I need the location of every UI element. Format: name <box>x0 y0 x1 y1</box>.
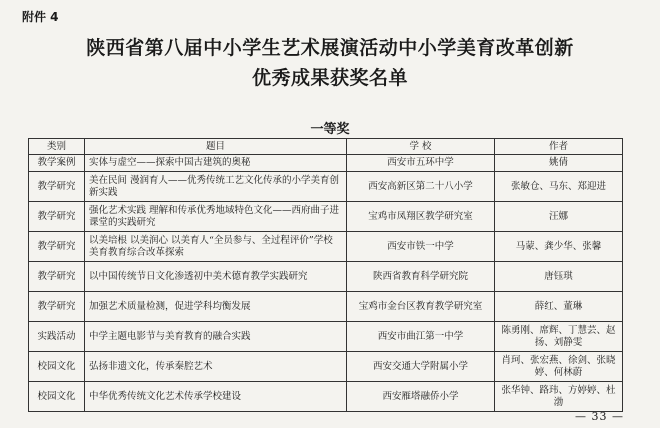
cell-author: 马蒙、龚少华、张馨 <box>495 232 623 262</box>
table-row <box>29 202 623 232</box>
attachment-label: 附件 4 <box>22 10 59 24</box>
cell-title: 美在民间 漫润育人——优秀传统工艺文化传承的小学美育创新实践 <box>85 172 347 202</box>
cell-title: 实体与虚空——探索中国古建筑的奥秘 <box>85 155 347 172</box>
cell-author: 唐钰琪 <box>495 262 623 292</box>
cell-school: 陕西省教育科学研究院 <box>347 262 495 292</box>
table-row <box>29 262 623 292</box>
header-title: 题目 <box>85 139 347 155</box>
cell-school: 西安雁塔融侨小学 <box>347 382 495 412</box>
cell-author: 张华钟、路玮、方婷婷、杜渤 <box>495 382 623 412</box>
cell-category: 教学案例 <box>29 155 85 172</box>
cell-title: 强化艺术实践 理解和传承优秀地域特色文化——西府曲子进课堂的实践研究 <box>85 202 347 232</box>
cell-category: 校园文化 <box>29 382 85 412</box>
header-author: 作者 <box>495 139 623 155</box>
cell-school: 西安市五环中学 <box>347 155 495 172</box>
document-title-line-2: 优秀成果获奖名单 <box>251 67 408 89</box>
table-row <box>29 232 623 262</box>
cell-author: 张敏仓、马东、郑迎进 <box>495 172 623 202</box>
cell-category: 教学研究 <box>29 232 85 262</box>
table-row <box>29 352 623 382</box>
table-row <box>29 292 623 322</box>
page-number: — 33 — <box>575 410 624 423</box>
cell-author: 汪娜 <box>495 202 623 232</box>
cell-school: 宝鸡市金台区教育教学研究室 <box>347 292 495 322</box>
cell-title: 以中国传统节日文化渗透初中美术德育教学实践研究 <box>85 262 347 292</box>
cell-title: 中华优秀传统文化艺术传承学校建设 <box>85 382 347 412</box>
cell-school: 宝鸡市凤翔区教学研究室 <box>347 202 495 232</box>
cell-author: 姚倩 <box>495 155 623 172</box>
award-table <box>28 138 623 412</box>
cell-title: 以美培根 以美润心 以美育人“全员参与、全过程评价”学校美育教育综合改革探索 <box>85 232 347 262</box>
cell-category: 校园文化 <box>29 352 85 382</box>
cell-category: 教学研究 <box>29 292 85 322</box>
cell-category: 教学研究 <box>29 262 85 292</box>
table-row <box>29 322 623 352</box>
cell-author: 薛红、董琳 <box>495 292 623 322</box>
cell-school: 西安高新区第二十八小学 <box>347 172 495 202</box>
cell-school: 西安市铁一中学 <box>347 232 495 262</box>
cell-title: 中学主题电影节与美育教育的融合实践 <box>85 322 347 352</box>
cell-category: 教学研究 <box>29 202 85 232</box>
cell-title: 加强艺术质量检测，促进学科均衡发展 <box>85 292 347 322</box>
table-header-row <box>29 139 623 155</box>
cell-author: 肖珂、张宏燕、徐剑、张晓婷、何林蔚 <box>495 352 623 382</box>
cell-school: 西安交通大学附属小学 <box>347 352 495 382</box>
document-title-line-1: 陕西省第八届中小学生艺术展演活动中小学美育改革创新 <box>86 37 574 59</box>
table-row <box>29 382 623 412</box>
cell-author: 陈勇刚、席辉、丁慧芸、赵扬、刘静雯 <box>495 322 623 352</box>
cell-category: 教学研究 <box>29 172 85 202</box>
prize-level-heading: 一等奖 <box>310 122 350 137</box>
header-school: 学 校 <box>347 139 495 155</box>
cell-title: 弘扬非遗文化，传承秦腔艺术 <box>85 352 347 382</box>
header-category: 类别 <box>29 139 85 155</box>
cell-school: 西安市曲江第一中学 <box>347 322 495 352</box>
table-row <box>29 172 623 202</box>
table-row <box>29 155 623 172</box>
cell-category: 实践活动 <box>29 322 85 352</box>
